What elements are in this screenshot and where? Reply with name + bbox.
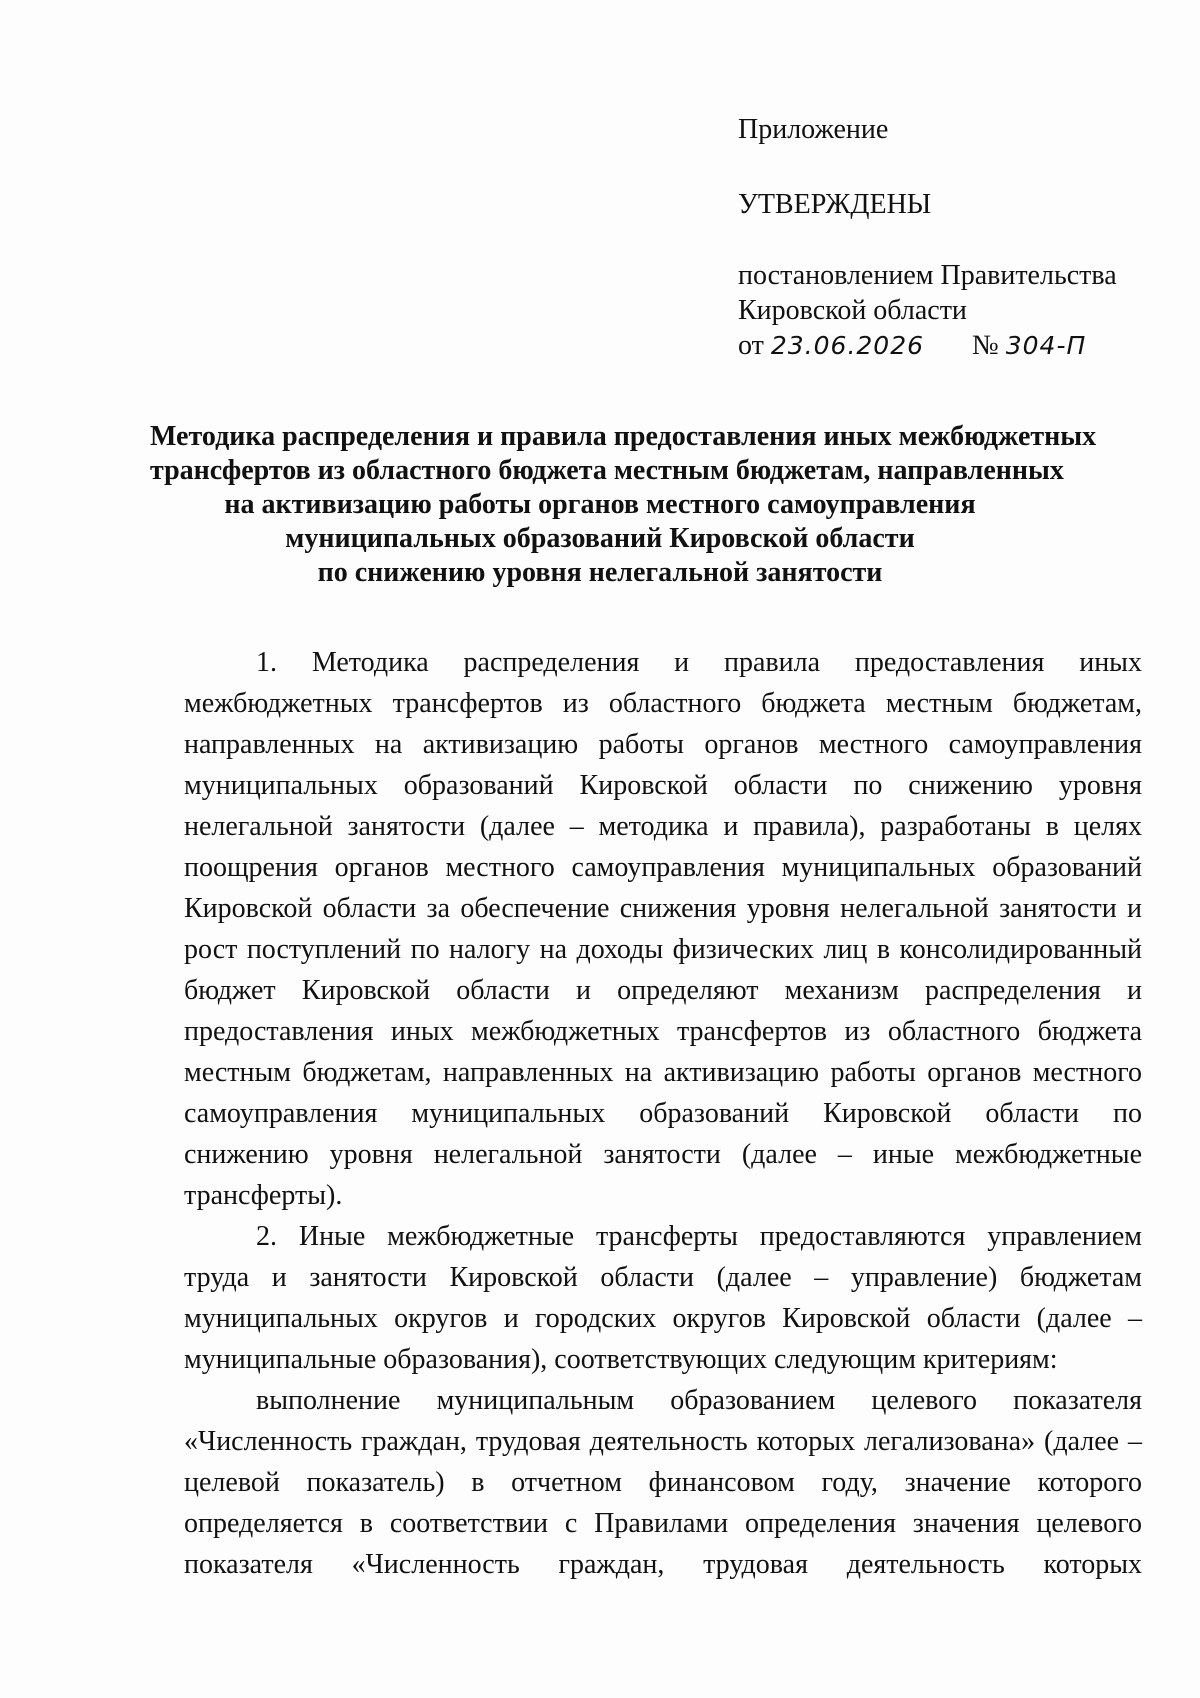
- approval-authority-line1: постановлением Правительства: [738, 260, 1117, 291]
- paragraph-line: нелегальной занятости (далее – методика и правила), разработаны в целях: [184, 811, 1142, 842]
- title-line: по снижению уровня нелегальной занятости: [317, 557, 883, 588]
- paragraph-line: «Численность граждан, трудовая деятельность которых легализована» (далее –: [184, 1426, 1142, 1457]
- paragraph-line: Кировской области за обеспечение снижения уровня нелегальной занятости и: [184, 893, 1142, 924]
- approval-authority-line2: Кировской области: [738, 295, 967, 326]
- approval-date-line: [738, 328, 1117, 363]
- paragraph-line: межбюджетных трансфертов из областного бюджета местным бюджетам,: [184, 688, 1142, 719]
- date-prefix: от: [738, 330, 764, 361]
- paragraph-line: 2. Иные межбюджетные трансферты предоставляются управлением: [256, 1221, 1142, 1252]
- paragraph-line: муниципальные образования), соответствующих следующим критериям:: [184, 1344, 1058, 1375]
- paragraph-line: предоставления иных межбюджетных трансфертов из областного бюджета: [184, 1016, 1142, 1047]
- title-line: трансфертов из областного бюджета местным бюджетам, направленных: [150, 455, 1064, 486]
- paragraph-line: снижению уровня нелегальной занятости (далее – иные межбюджетные: [184, 1139, 1142, 1170]
- approval-block: [738, 112, 1117, 363]
- number-prefix: №: [972, 330, 999, 361]
- paragraph-line: поощрения органов местного самоуправления муниципальных образований: [184, 852, 1142, 883]
- paragraph-line: выполнение муниципальным образованием целевого показателя: [256, 1385, 1142, 1416]
- paragraph-line: рост поступлений по налогу на доходы физических лиц в консолидированный: [184, 934, 1142, 965]
- document-body: [184, 642, 1142, 1585]
- paragraph-line: самоуправления муниципальных образований Кировской области по: [184, 1098, 1142, 1129]
- document-title: [150, 420, 1097, 590]
- approved-label: УТВЕРЖДЕНЫ: [738, 189, 932, 220]
- paragraph-line: 1. Методика распределения и правила предоставления иных: [256, 647, 1142, 678]
- paragraph-line: труда и занятости Кировской области (далее – управление) бюджетам: [184, 1262, 1142, 1293]
- paragraph-line: определяется в соответствии с Правилами определения значения целевого: [184, 1508, 1142, 1539]
- handwritten-number: 304-П: [1005, 331, 1087, 360]
- paragraph-line: местным бюджетам, направленных на активизацию работы органов местного: [184, 1057, 1142, 1088]
- paragraph-line: трансферты).: [184, 1180, 343, 1211]
- paragraph-line: показателя «Численность граждан, трудовая деятельность которых: [184, 1549, 1142, 1580]
- handwritten-date: 23.06.2026: [770, 331, 925, 360]
- paragraph-line: бюджет Кировской области и определяют механизм распределения и: [184, 975, 1142, 1006]
- paragraph-line: целевой показатель) в отчетном финансовом году, значение которого: [184, 1467, 1142, 1498]
- title-line: на активизацию работы органов местного самоуправления: [224, 489, 976, 520]
- title-line: Методика распределения и правила предоставления иных межбюджетных: [150, 421, 1097, 452]
- paragraph-line: муниципальных округов и городских округов Кировской области (далее –: [184, 1303, 1142, 1334]
- paragraph-line: муниципальных образований Кировской области по снижению уровня: [184, 770, 1142, 801]
- title-line: муниципальных образований Кировской области: [285, 523, 915, 554]
- paragraph-line: направленных на активизацию работы органов местного самоуправления: [184, 729, 1142, 760]
- appendix-label: Приложение: [738, 114, 889, 145]
